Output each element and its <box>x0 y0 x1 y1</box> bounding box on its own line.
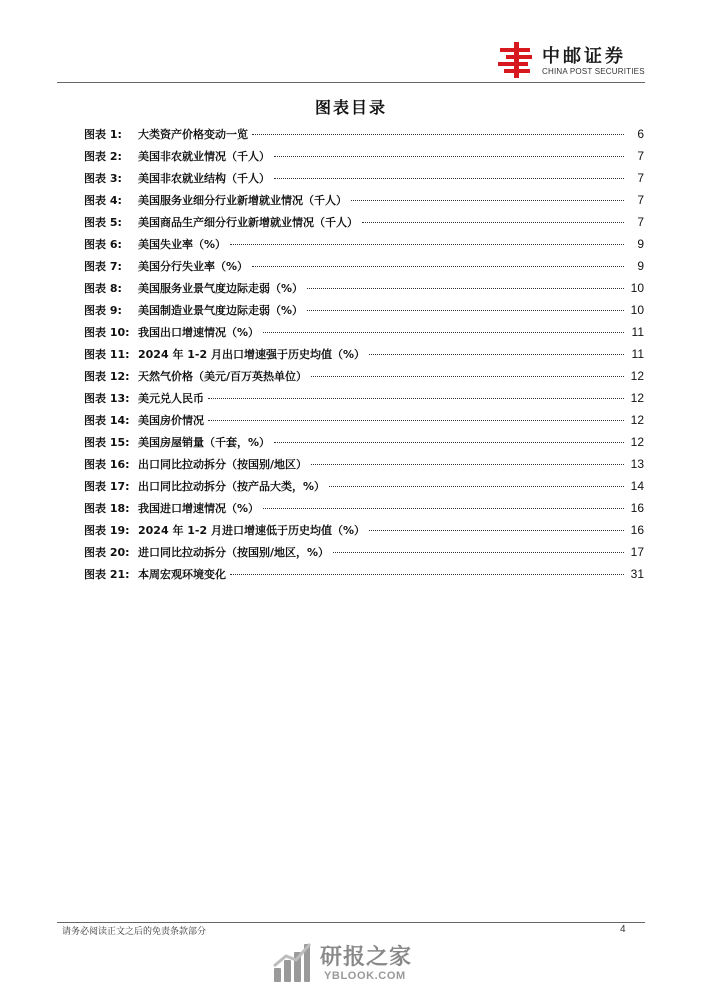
toc-entry-page[interactable]: 7 <box>637 193 644 207</box>
toc-entry-title[interactable]: 出口同比拉动拆分（按产品大类，%） <box>138 480 326 493</box>
toc-entry-title[interactable]: 进口同比拉动拆分（按国别/地区，%） <box>138 546 330 559</box>
toc-entry-page[interactable]: 16 <box>630 523 644 537</box>
footer-disclaimer: 请务必阅读正文之后的免责条款部分 <box>62 927 207 937</box>
toc-entry-page[interactable]: 31 <box>630 567 644 581</box>
toc-entry-number: 图表 12: <box>84 370 130 383</box>
toc-dot-leader <box>307 288 624 289</box>
toc-dot-leader <box>274 156 624 157</box>
toc-entry-6[interactable] <box>84 233 644 255</box>
toc-entry-number: 图表 8: <box>84 282 122 295</box>
toc-entry-page[interactable]: 9 <box>637 259 644 273</box>
watermark-english: YBLOOK.COM <box>324 970 406 982</box>
toc-title: 图表目录 <box>314 98 387 117</box>
toc-dot-leader <box>329 486 624 487</box>
toc-entry-17[interactable] <box>84 475 644 497</box>
toc-entry-page[interactable]: 6 <box>637 127 644 141</box>
toc-dot-leader <box>311 376 624 377</box>
toc-entry-number: 图表 6: <box>84 238 122 251</box>
toc-entry-12[interactable] <box>84 365 644 387</box>
toc-entry-page[interactable]: 9 <box>637 237 644 251</box>
footer-divider <box>57 922 645 923</box>
toc-entry-8[interactable] <box>84 277 644 299</box>
toc-entry-number: 图表 10: <box>84 326 130 339</box>
toc-dot-leader <box>274 442 624 443</box>
toc-entry-number: 图表 19: <box>84 524 130 537</box>
toc-entry-18[interactable] <box>84 497 644 519</box>
toc-entry-number: 图表 3: <box>84 172 122 185</box>
toc-entry-14[interactable] <box>84 409 644 431</box>
toc-entry-number: 图表 14: <box>84 414 130 427</box>
toc-dot-leader <box>369 354 624 355</box>
toc-entry-2[interactable] <box>84 145 644 167</box>
toc-entry-4[interactable] <box>84 189 644 211</box>
toc-entry-21[interactable] <box>84 563 644 585</box>
toc-entry-title[interactable]: 美国非农就业结构（千人） <box>138 172 270 185</box>
toc-entry-page[interactable]: 13 <box>630 457 644 471</box>
toc-entry-number: 图表 15: <box>84 436 130 449</box>
toc-dot-leader <box>230 244 624 245</box>
toc-entry-3[interactable] <box>84 167 644 189</box>
toc-entry-page[interactable]: 7 <box>637 215 644 229</box>
toc-entry-number: 图表 17: <box>84 480 130 493</box>
toc-entry-title[interactable]: 美国房价情况 <box>138 414 204 427</box>
toc-dot-leader <box>230 574 624 575</box>
toc-entry-page[interactable]: 12 <box>630 369 644 383</box>
toc-entry-number: 图表 1: <box>84 128 122 141</box>
toc-dot-leader <box>252 134 624 135</box>
toc-entry-page[interactable]: 16 <box>630 501 644 515</box>
watermark-chinese: 研报之家 <box>320 945 413 970</box>
toc-dot-leader <box>263 508 624 509</box>
toc-entry-title[interactable]: 美元兑人民币 <box>138 392 204 405</box>
toc-entry-page[interactable]: 17 <box>630 545 644 559</box>
toc-entry-11[interactable] <box>84 343 644 365</box>
watermark <box>272 940 462 984</box>
toc-entry-title[interactable]: 美国非农就业情况（千人） <box>138 150 270 163</box>
logo-english-name: CHINA POST SECURITIES <box>542 67 645 76</box>
toc-entry-page[interactable]: 14 <box>630 479 644 493</box>
toc-entry-title[interactable]: 我国出口增速情况（%） <box>138 326 260 339</box>
toc-entry-10[interactable] <box>84 321 644 343</box>
toc-entry-title[interactable]: 大类资产价格变动一览 <box>138 128 248 141</box>
toc-dot-leader <box>274 178 624 179</box>
toc-entry-number: 图表 18: <box>84 502 130 515</box>
toc-entry-number: 图表 21: <box>84 568 130 581</box>
logo-chinese-name: 中邮证券 <box>542 46 626 67</box>
toc-entry-16[interactable] <box>84 453 644 475</box>
toc-entry-page[interactable]: 12 <box>630 413 644 427</box>
toc-dot-leader <box>208 398 624 399</box>
toc-dot-leader <box>333 552 624 553</box>
toc-dot-leader <box>351 200 624 201</box>
company-logo <box>496 40 656 80</box>
toc-dot-leader <box>307 310 624 311</box>
toc-entry-number: 图表 2: <box>84 150 122 163</box>
toc-entry-number: 图表 16: <box>84 458 130 471</box>
toc-entry-13[interactable] <box>84 387 644 409</box>
toc-entry-title[interactable]: 我国进口增速情况（%） <box>138 502 260 515</box>
toc-entry-title[interactable]: 2024 年 1-2 月进口增速低于历史均值（%） <box>138 524 365 537</box>
toc-entry-title[interactable]: 美国房屋销量（千套，%） <box>138 436 271 449</box>
toc-entry-title[interactable]: 2024 年 1-2 月出口增速强于历史均值（%） <box>138 348 365 361</box>
toc-entry-title[interactable]: 天然气价格（美元/百万英热单位） <box>138 370 308 383</box>
toc-entry-number: 图表 5: <box>84 216 122 229</box>
toc-entry-number: 图表 20: <box>84 546 130 559</box>
toc-entry-number: 图表 4: <box>84 194 122 207</box>
toc-dot-leader <box>369 530 624 531</box>
toc-entry-9[interactable] <box>84 299 644 321</box>
toc-entry-7[interactable] <box>84 255 644 277</box>
toc-list <box>84 123 644 585</box>
toc-entry-number: 图表 11: <box>84 348 130 361</box>
page-number: 4 <box>620 924 626 935</box>
toc-entry-number: 图表 13: <box>84 392 130 405</box>
toc-entry-title[interactable]: 美国制造业景气度边际走弱（%） <box>138 304 304 317</box>
toc-entry-19[interactable] <box>84 519 644 541</box>
toc-entry-1[interactable] <box>84 123 644 145</box>
china-post-logo-icon <box>496 40 536 80</box>
toc-entry-page[interactable]: 7 <box>637 171 644 185</box>
toc-entry-20[interactable] <box>84 541 644 563</box>
toc-dot-leader <box>252 266 624 267</box>
toc-entry-title[interactable]: 出口同比拉动拆分（按国别/地区） <box>138 458 308 471</box>
toc-entry-title[interactable]: 本周宏观环境变化 <box>138 568 226 581</box>
toc-entry-number: 图表 7: <box>84 260 122 273</box>
toc-dot-leader <box>263 332 624 333</box>
toc-entry-page[interactable]: 12 <box>630 391 644 405</box>
toc-entry-page[interactable]: 10 <box>630 281 644 295</box>
toc-entry-title[interactable]: 美国失业率（%） <box>138 238 227 251</box>
bar-chart-icon <box>272 940 312 984</box>
toc-entry-5[interactable] <box>84 211 644 233</box>
toc-entry-page[interactable]: 12 <box>630 435 644 449</box>
toc-entry-title[interactable]: 美国服务业景气度边际走弱（%） <box>138 282 304 295</box>
toc-entry-15[interactable] <box>84 431 644 453</box>
toc-entry-number: 图表 9: <box>84 304 122 317</box>
toc-entry-page[interactable]: 7 <box>637 149 644 163</box>
toc-dot-leader <box>362 222 624 223</box>
toc-entry-page[interactable]: 11 <box>631 347 644 361</box>
toc-dot-leader <box>311 464 624 465</box>
toc-dot-leader <box>208 420 624 421</box>
toc-entry-title[interactable]: 美国服务业细分行业新增就业情况（千人） <box>138 194 347 207</box>
toc-entry-title[interactable]: 美国分行失业率（%） <box>138 260 249 273</box>
header-divider <box>57 82 645 83</box>
toc-entry-title[interactable]: 美国商品生产细分行业新增就业情况（千人） <box>138 216 358 229</box>
toc-entry-page[interactable]: 10 <box>630 303 644 317</box>
toc-entry-page[interactable]: 11 <box>631 325 644 339</box>
